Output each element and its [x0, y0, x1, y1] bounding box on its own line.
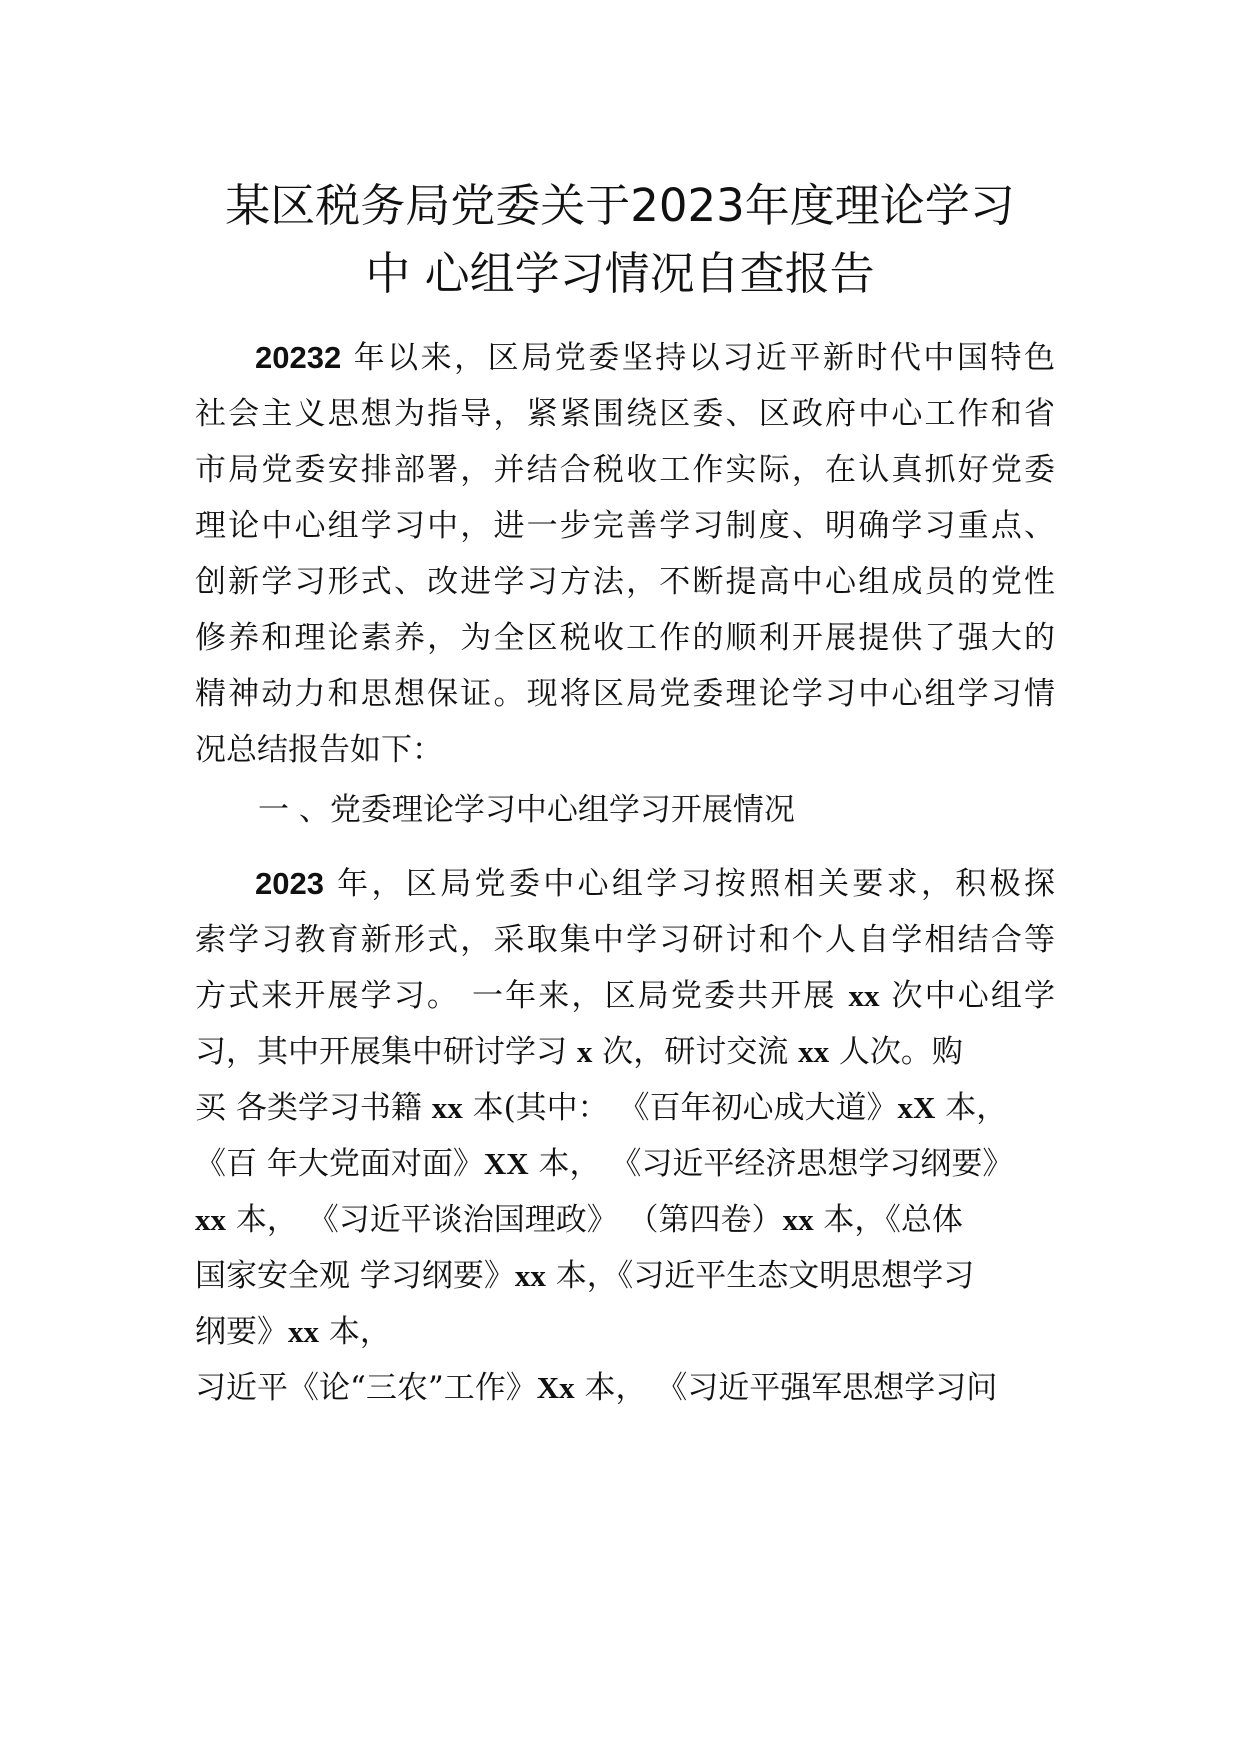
paragraph-2-line-5: 买 各类学习书籍 xx 本(其中： 《百年初心成大道》xX 本， [195, 1090, 1008, 1126]
paragraph-2-line-1: 2023 年，区局党委中心组学习按照相关要求，积极探 [255, 866, 1055, 902]
paragraph-1-line-6: 修养和理论素养，为全区税收工作的顺利开展提供了强大的 [195, 620, 1055, 656]
paragraph-2-line-8: 国家安全观 学习纲要》xx 本，《习近平生态文明思想学习 [195, 1258, 975, 1294]
paragraph-2-line-3: 方式来开展学习。 一年来，区局党委共开展 xx 次中心组学 [195, 978, 1055, 1014]
document-title-line-1: 某区税务局党委关于2023年度理论学习 [225, 179, 1015, 232]
paragraph-2-line-9: 纲要》xx 本， [195, 1314, 391, 1350]
document-title-line-2: 中 心组学习情况自查报告 [365, 247, 875, 300]
paragraph-1-line-7: 精神动力和思想保证。现将区局党委理论学习中心组学习情 [195, 676, 1055, 712]
paragraph-2-line-4: 习，其中开展集中研讨学习 x 次，研讨交流 xx 人次。购 [195, 1034, 963, 1070]
section-1-heading: 一 、党委理论学习中心组学习开展情况 [258, 792, 795, 828]
paragraph-2-line-10: 习近平《论“三农”工作》Xx 本， 《习近平强军思想学习问 [195, 1370, 998, 1406]
year-number: 20232 [255, 340, 342, 375]
paragraph-1-line-4: 理论中心组学习中，进一步完善学习制度、明确学习重点、 [195, 508, 1055, 544]
paragraph-2-line-2: 索学习教育新形式，采取集中学习研讨和个人自学相结合等 [195, 922, 1055, 958]
paragraph-1-line-8: 况总结报告如下： [195, 732, 443, 768]
paragraph-2-line-7: xx 本， 《习近平谈治国理政》 （第四卷）xx 本，《总体 [195, 1202, 963, 1238]
paragraph-1-line-5: 创新学习形式、改进学习方法，不断提高中心组成员的党性 [195, 564, 1055, 600]
paragraph-2-line-6: 《百 年大党面对面》XX 本， 《习近平经济思想学习纲要》 [195, 1146, 1014, 1182]
paragraph-1-line-1: 20232 年以来，区局党委坚持以习近平新时代中国特色 [255, 340, 1055, 376]
paragraph-1-line-2: 社会主义思想为指导，紧紧围绕区委、区政府中心工作和省 [195, 396, 1055, 432]
paragraph-1-line-3: 市局党委安排部署，并结合税收工作实际，在认真抓好党委 [195, 452, 1055, 488]
